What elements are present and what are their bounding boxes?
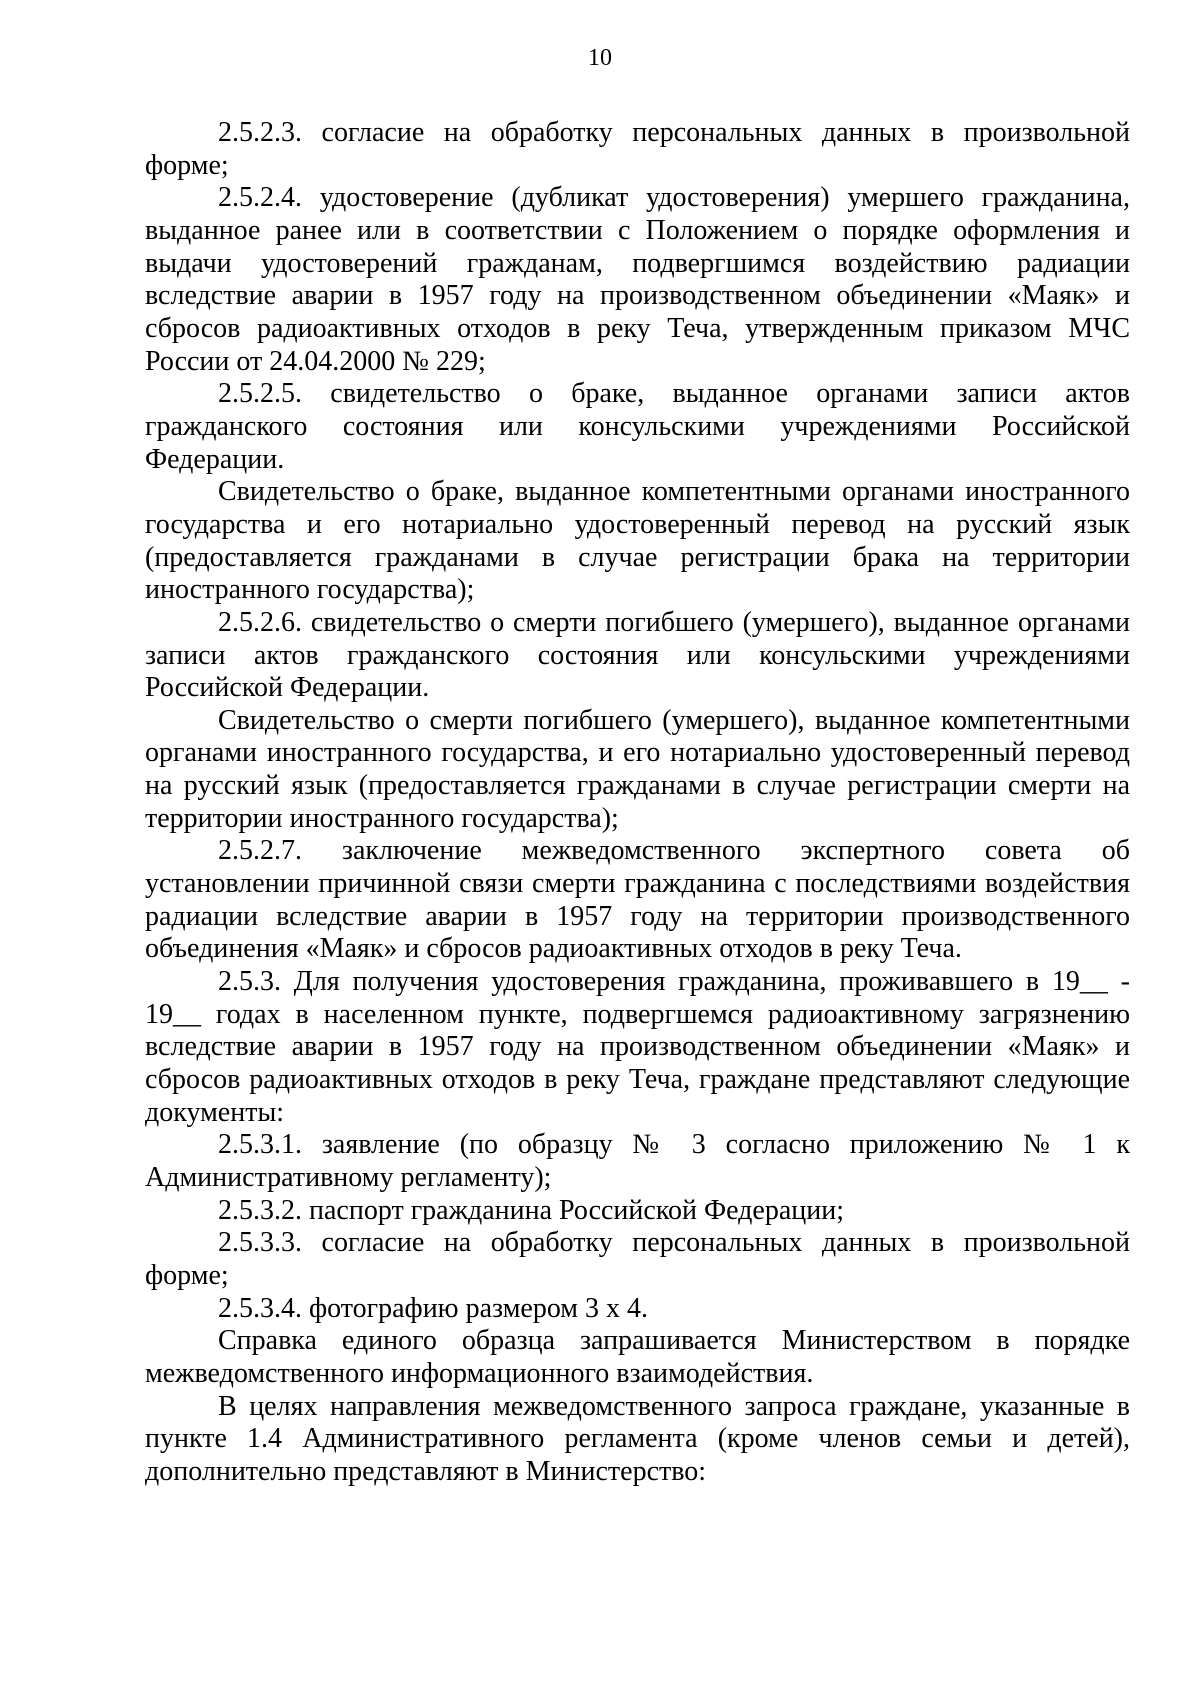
paragraph-2-5-2-4: 2.5.2.4. удостоверение (дубликат удостоверения) умершего гражданина, выданное ранее или в соответствии с Положением о порядке оформления и выдачи удостоверений гражданам, подвергшимся воздействию радиации вследствие аварии в 1957 году на производственном объединении «Маяк» и сбросов радиоактивных отходов в реку Теча, утвержденным приказом МЧС России от 24.04.2000 № 229; (145, 182, 1130, 377)
paragraph-2-5-2-6: 2.5.2.6. свидетельство о смерти погибшего (умершего), выданное органами записи актов гражданского состояния или консульскими учреждениями Российской Федерации. (145, 606, 1130, 704)
paragraph-2-5-3: 2.5.3. Для получения удостоверения гражданина, проживавшего в 19__ - 19__ годах в населенном пункте, подвергшемся радиоактивному загрязнению вследствие аварии в 1957 году на производственном объединении «Маяк» и сбросов радиоактивных отходов в реку Теча, граждане представляют следующие документы: (145, 966, 1130, 1128)
paragraph-foreign-marriage-certificate: Свидетельство о браке, выданное компетентными органами иностранного государства и его нотариально удостоверенный перевод на русский язык (предоставляется гражданами в случае регистрации брака на территории иностранного государства); (145, 476, 1130, 606)
paragraph-2-5-3-2: 2.5.3.2. паспорт гражданина Российской Федерации; (218, 1194, 845, 1226)
paragraph-2-5-3-3: 2.5.3.3. согласие на обработку персональных данных в произвольной форме; (145, 1227, 1130, 1291)
document-body (145, 117, 1130, 1489)
paragraph-foreign-death-certificate: Свидетельство о смерти погибшего (умершего), выданное компетентными органами иностранного государства, и его нотариально удостоверенный перевод на русский язык (предоставляется гражданами в случае регистрации смерти на территории иностранного государства); (145, 704, 1130, 834)
paragraph-interagency-request: В целях направления межведомственного запроса граждане, указанные в пункте 1.4 Административного регламента (кроме членов семьи и детей), дополнительно представляют в Министерство: (145, 1390, 1130, 1487)
page-number: 10 (588, 45, 612, 71)
paragraph-2-5-2-5: 2.5.2.5. свидетельство о браке, выданное органами записи актов гражданского состояния или консульскими учреждениями Российской Федерации. (145, 378, 1130, 475)
paragraph-2-5-2-7: 2.5.2.7. заключение межведомственного экспертного совета об установлении причинной связи смерти гражданина с последствиями воздействия радиации вследствие аварии в 1957 году на территории производственного объединения «Маяк» и сбросов радиоактивных отходов в реку Теча. (145, 835, 1130, 965)
paragraph-2-5-3-1: 2.5.3.1. заявление (по образцу № 3 согласно приложению № 1 к Административному регламенту); (145, 1129, 1130, 1193)
paragraph-certificate-request: Справка единого образца запрашивается Министерством в порядке межведомственного информационного взаимодействия. (145, 1325, 1130, 1389)
paragraph-2-5-3-4: 2.5.3.4. фотографию размером 3 х 4. (218, 1292, 649, 1324)
paragraph-2-5-2-3: 2.5.2.3. согласие на обработку персональных данных в произвольной форме; (145, 117, 1130, 181)
